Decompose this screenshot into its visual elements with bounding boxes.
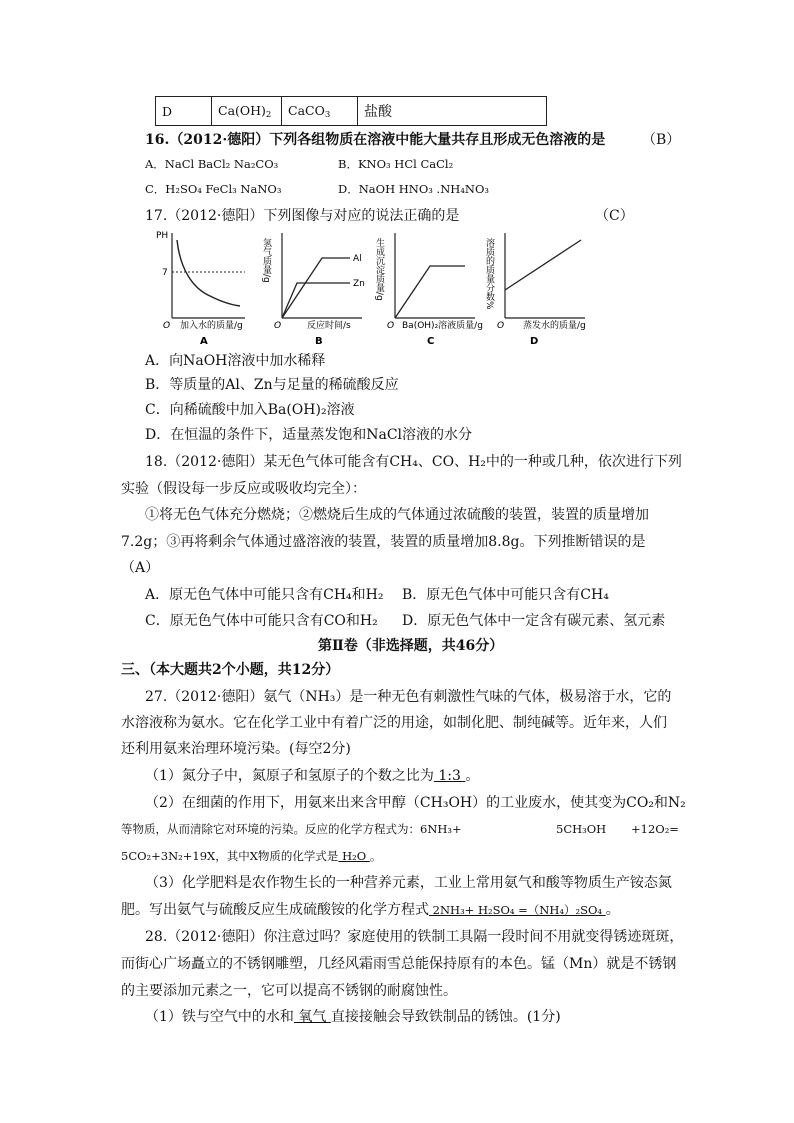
sub-question-text: （1）氮分子中，氮原子和氢原子的个数之比为 [145,768,434,784]
q17-option-d: D．在恒温的条件下，适量蒸发饱和NaCl溶液的水分 [145,427,473,443]
y-axis-label: 生成沉淀质量/g [374,238,384,301]
equation-part: 等物质，从而清除它对环境的污染。反应的化学方程式为：6NH₃+ [121,822,462,836]
x-axis-label: 加入水的质量/g [180,321,243,331]
ph-curve [177,240,240,306]
q18-option-b: B．原无色气体中可能只含有CH₄ [402,587,609,603]
y-axis-label: 氢气质量/g [261,238,271,283]
q27-sub2-line2 [121,822,462,837]
q27-line1: 27.（2012·德阳）氨气（NH₃）是一种无色有刺激性气味的气体，极易溶于水，它的 [145,689,672,705]
q27-sub2-line2-c: +12O₂= [631,822,679,836]
graph-b [262,228,372,352]
graph-a [150,228,250,352]
q27-sub3-line2 [121,901,620,919]
x-axis-label: 反应时间/s [307,321,351,331]
graph-letter: A [200,336,208,347]
y-axis-label: PH [156,231,169,241]
q17-stem: 17.（2012·德阳）下列图像与对应的说法正确的是 [145,208,460,224]
question-text: 16.（2012·德阳）下列各组物质在溶液中能大量共存且形成无色溶液的是 [145,132,606,148]
graph-d-svg [485,228,595,348]
part-title: 三、（本大题共2个小题，共12分） [121,662,340,678]
q28-sub1 [145,1008,561,1026]
cell-text: 盐酸 [364,104,392,120]
q18-option-a: A．原无色气体中可能只含有CH₄和H₂ [145,587,384,603]
q18-line3: ①将无色气体充分燃烧；②燃烧后生成的气体通过浓硫酸的装置，装置的质量增加 [145,507,649,523]
table-row [156,97,547,126]
series-label-zn: Zn [353,279,365,289]
q16-option-b: B．KNO₃ HCl CaCl₂ [338,157,454,171]
q27-line3: 还利用氨来治理环境污染。(每空2分) [121,741,351,757]
sub-question-text: 直接接触会导致铁制品的锈蚀。(1分) [330,1009,561,1025]
precipitate-line [395,266,465,318]
x-axis-label: 蒸发水的质量/g [523,321,586,331]
cell-text: CaCO [288,102,325,118]
cell-subscript: 2 [265,109,272,120]
origin-label: O [274,321,282,331]
graph-c [375,228,485,352]
table-cell [212,97,282,126]
graph-letter: B [315,336,323,347]
section-title: 第Ⅱ卷（非选择题，共46分） [318,638,504,654]
sub-question-text: 肥。写出氨气与硫酸反应生成硫酸铵的化学方程式 [121,902,429,918]
table-cell [358,97,547,126]
answer-blank: H₂O [338,849,370,863]
cell-text: Ca(OH) [218,102,266,118]
q18-line4: 7.2g；③再将剩余气体通过盛溶液的装置，装置的质量增加8.8g。下列推断错误的是 [121,534,646,550]
graph-d [485,228,595,352]
answer-blank: 2NH₃+ H₂SO₄ =（NH₄）₂SO₄ [429,903,606,917]
y-axis-label: 溶质的质量分数% [484,238,494,310]
cell-subscript: 3 [324,109,331,120]
graph-letter: D [530,336,539,347]
graph-b-svg [262,228,372,348]
q27-sub1 [145,767,479,785]
q27-sub2-line1: （2）在细菌的作用下，用氨来出来含甲醇（CH₃OH）的工业废水，使其变为CO₂和N₂ [145,795,686,811]
q16-answer: （B） [642,132,681,148]
cell-text: D [162,103,173,119]
q16-option-d: D．NaOH HNO₃ .NH₄NO₃ [338,182,489,196]
origin-label: O [497,321,505,331]
sub-question-text: （1）铁与空气中的水和 [145,1009,294,1025]
q17-option-c: C．向稀硫酸中加入Ba(OH)₂溶液 [145,402,355,418]
q18-line2: 实验（假设每一步反应或吸收均完全）： [121,481,366,497]
answer-table [155,96,547,126]
q28-line2: 而街心广场矗立的不锈钢雕塑，几经风霜雨雪总能保持原有的本色。锰（Mn）就是不锈钢 [121,956,677,972]
sub-question-text: 。 [465,768,480,784]
q27-sub2-line3 [121,849,381,864]
origin-label: O [387,321,395,331]
q18-answer: （A） [121,560,160,576]
sub-question-text: 。 [605,902,620,918]
sub-question-text: 。 [369,849,382,863]
q16-stem [145,131,605,149]
q27-sub3-line1: （3）化学肥料是农作物生长的一种营养元素，工业上常用氨气和酸等物质生产铵态氮 [145,875,672,891]
q28-line3: 的主要添加元素之一，它可以提高不锈钢的耐腐蚀性。 [121,983,457,999]
answer-blank: 1:3 [433,768,466,784]
q16-option-c: C．H₂SO₄ FeCl₃ NaNO₃ [145,182,282,196]
q18-line1: 18.（2012·德阳）某无色气体可能含有CH₄、CO、H₂中的一种或几种，依次进行下列 [145,454,682,470]
answer-blank: 氧气 [293,1009,331,1025]
q18-option-c: C．原无色气体中可能只含有CO和H₂ [145,613,378,629]
q17-option-b: B．等质量的Al、Zn与足量的稀硫酸反应 [145,377,399,393]
graph-letter: C [427,336,435,347]
tick-label: 7 [162,268,168,278]
q17-answer: （C） [595,208,634,224]
sub-question-text: 5CO₂+3N₂+19X，其中X物质的化学式是 [121,849,339,863]
q17-option-a: A．向NaOH溶液中加水稀释 [145,353,326,369]
mass-fraction-line [505,240,581,290]
zn-line [282,283,350,318]
graph-c-svg [375,228,485,348]
table-cell [282,97,358,126]
q27-line2: 水溶液称为氨水。它在化学工业中有着广泛的用途，如制化肥、制纯碱等。近年来，人们 [121,715,667,731]
graph-a-svg [150,228,250,348]
al-line [282,258,350,318]
series-label-al: Al [353,254,362,264]
x-axis-label: Ba(OH)₂溶液质量/g [402,321,483,331]
origin-label: O [163,321,171,331]
q16-option-a: A．NaCl BaCl₂ Na₂CO₃ [145,157,279,171]
q28-line1: 28.（2012·德阳）你注意过吗？家庭使用的铁制工具隔一段时间不用就变得锈迹斑斑， [145,929,684,945]
table-cell [156,97,212,126]
q18-option-d: D．原无色气体中一定含有碳元素、氢元素 [402,613,666,629]
q27-sub2-line2-b: 5CH₃OH [556,822,607,836]
